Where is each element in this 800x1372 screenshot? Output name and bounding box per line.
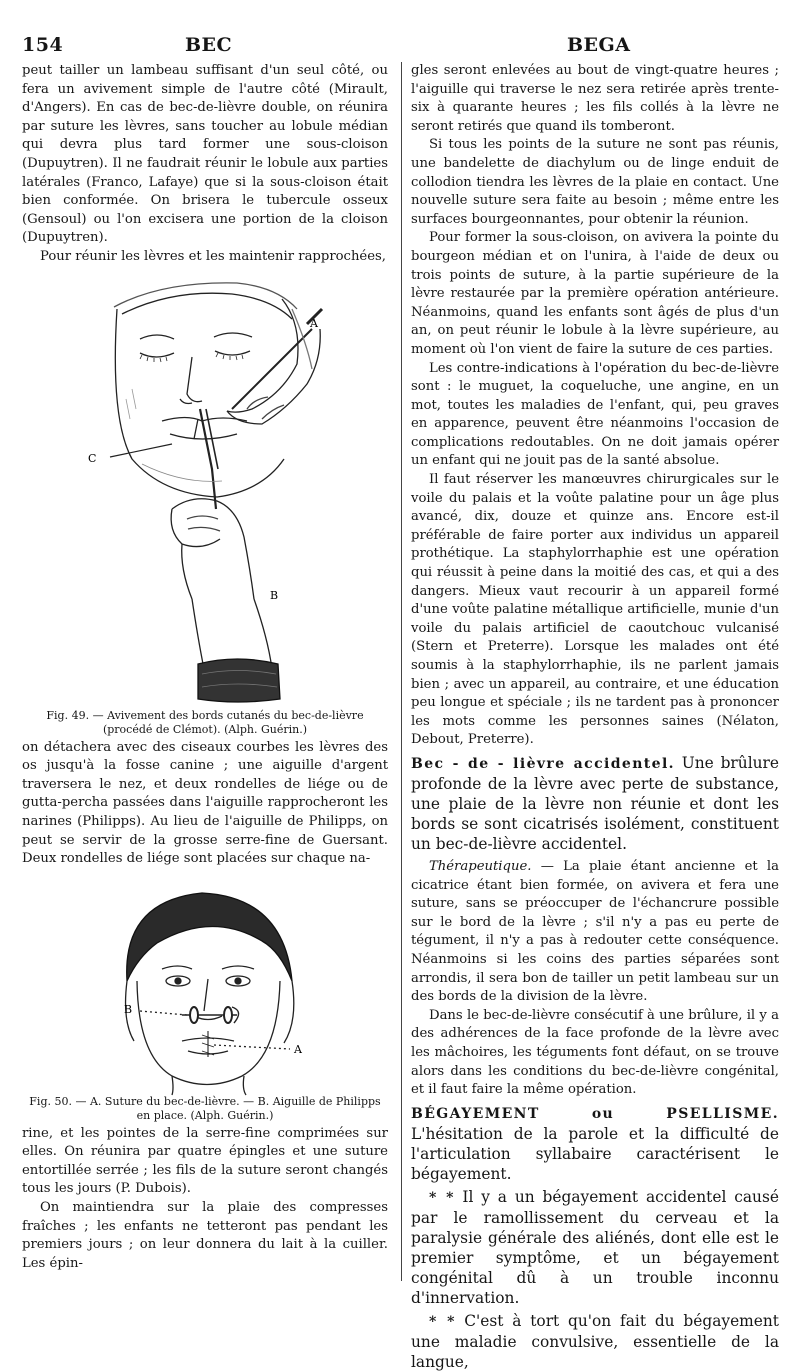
figure-50-engraving xyxy=(22,871,388,1095)
left-paragraph-5: On maintiendra sur la plaie des compresses fraîches ; les enfants ne tetteront pas pendant les premiers jours ; on leur donnera du lait à la cuiller. Les épin- xyxy=(22,1200,388,1271)
left-column xyxy=(22,62,388,1281)
entry-text: C'est à tort qu'on fait du bégayement une maladie convulsive, essentielle de la langue, xyxy=(411,1311,779,1371)
asterism: * * xyxy=(429,1189,455,1206)
entry-begayement-nature xyxy=(411,1311,779,1372)
figure-49 xyxy=(22,269,388,737)
left-paragraph-2: Pour réunir les lèvres et les maintenir rapprochées, xyxy=(40,248,387,264)
fig50-label-a: A xyxy=(294,1042,302,1056)
right-running-title: BEGA xyxy=(567,34,631,56)
left-paragraph-1: peut tailler un lambeau suffisant d'un seul côté, ou fera un avivement simple de l'autre côté (Mirault, d'Angers). En cas de bec-de-lièvre double, on réunira par suture les lèvres, sans toucher au lobule médian qui devra plus tard former une sous-cloison (Dupuytren). Il ne faudrait réunir le lobule aux parties latérales (Franco, Lafaye) que si la sous-cloison était bien conformée. On brisera le tubercule osseux (Gensoul) ou l'on excisera une portion de la cloison (Dupuytren). xyxy=(22,63,388,246)
right-paragraph-3: Pour former la sous-cloison, on avivera la pointe du bourgeon médian et on l'unira, à l'aide de deux ou trois points de suture, à la partie supérieure de la lèvre restaurée par la première opération antérieure. Néanmoins, quand les enfants sont âgés de plus d'un an, on peut réunir le lobule à la lèvre supérieure, au moment où l'on vient de faire la suture de ces parties. xyxy=(411,230,779,357)
left-paragraph-4: rine, et les pointes de la serre-fine comprimées sur elles. On réunira par quatre épingles et une suture entortillée serrée ; les fils de la suture seront changés tous les jours (P. Dubois). xyxy=(22,1125,388,1197)
figure-50-caption: Fig. 50. — A. Suture du bec-de-lièvre. — B. Aiguille de Philipps en place. (Alph. Guérin.) xyxy=(29,1094,381,1122)
entry-begayement-causes xyxy=(411,1187,779,1308)
right-paragraph-1: gles seront enlevées au bout de vingt-quatre heures ; l'aiguille qui traverse le nez sera retirée après trente-six à quarante heures ; les fils collés à la lèvre ne seront retirés que quand ils tomberont. xyxy=(411,63,779,134)
entry-bec-de-lievre-accidentel xyxy=(411,753,779,854)
entry-begayement xyxy=(411,1103,779,1184)
right-paragraph-7: Dans le bec-de-lièvre consécutif à une brûlure, il y a des adhérences de la face profonde de la lèvre avec les mâchoires, les téguments font défaut, on se trouve alors dans les conditions du bec-de-lièvre congénital, et il faut faire la même opération. xyxy=(411,1007,779,1098)
left-paragraph-3: on détachera avec des ciseaux courbes les lèvres des os jusqu'à la fosse canine ; une aiguille d'argent traversera le nez, et deux rondelles de liége ou de gutta-percha passées dans l'aiguille rapprocheront les narines (Philipps). Au lieu de l'aiguille de Philipps, on peut se servir de la grosse serre-fine de Guersant. Deux rondelles de liége sont placées sur chaque na- xyxy=(22,739,388,867)
fig49-label-b: B xyxy=(270,588,279,602)
fig50-label-b: B xyxy=(124,1002,133,1016)
fig49-label-a: A xyxy=(310,316,318,330)
asterism: * * xyxy=(429,1313,456,1330)
entry-text: L'hésitation de la parole et la difficulté de l'articulation syllabaire caractérisent le bégayement. xyxy=(411,1124,779,1183)
entry-headword: BÉGAYEMENT ou PSELLISME. xyxy=(411,1105,779,1122)
right-paragraph-5: Il faut réserver les manœuvres chirurgicales sur le voile du palais et la voûte palatine pour un âge plus avancé, dix, douze et quinze ans. Encore est-il préférable de faire porter aux individus un appareil prothétique. La staphylorrhaphie est une opération qui réussit à peine dans la moitié des cas, et qui a des dangers. Mieux vaut recourir à un appareil formé d'une voûte palatine métallique artificielle, munie d'un voile du palais artificiel de caoutchouc vulcanisé (Stern et Preterre). Lorsque les malades ont été soumis à la staphylorrhaphie, ils ne parlent jamais bien ; avec un appareil, au contraire, et une éducation peu longue et spéciale ; ils ne tardent pas à prononcer les mots comme les personnes saines (Nélaton, Debout, Preterre). xyxy=(411,472,779,748)
right-paragraph-therapeutique xyxy=(411,858,779,1007)
entry-headword: Bec - de - lièvre accidentel. xyxy=(411,755,675,772)
figure-49-engraving xyxy=(22,269,388,709)
section-label: Thérapeutique. xyxy=(429,858,532,874)
figure-50 xyxy=(22,871,388,1123)
right-paragraph-2: Si tous les points de la suture ne sont pas réunis, une bandelette de diachylum ou de linge enduit de collodion tiendra les lèvres de la plaie en contact. Une nouvelle suture sera faite au besoin ; même entre les surfaces bourgeonnantes, pour obtenir la réunion. xyxy=(411,137,779,227)
figure-49-caption: Fig. 49. — Avivement des bords cutanés du bec-de-lièvre (procédé de Clémot). (Alph. Guérin.) xyxy=(46,708,364,736)
left-running-title: BEC xyxy=(185,34,233,56)
page-number: 154 xyxy=(22,34,64,56)
right-paragraph-4: Les contre-indications à l'opération du bec-de-lièvre sont : le muguet, la coqueluche, une angine, en un mot, toutes les maladies de l'enfant, qui, peu graves en apparence, peuvent être néanmoins l'occasion de complications redoutables. On ne doit jamais opérer un enfant qui ne jouit pas de la santé absolue. xyxy=(411,360,779,469)
section-text: — La plaie étant ancienne et la cicatrice étant bien formée, on avivera et fera une suture, sans se préoccuper de l'échancrure possible sur le bord de la lèvre ; s'il n'y a pas eu perte de tégument, il n'y a pas à redouter cette conséquence. Néanmoins si les coins des parties séparées sont arrondis, il sera bon de tailler un petit lambeau sur un des bords de la division de la lèvre. xyxy=(411,858,779,1005)
right-column xyxy=(411,62,779,1371)
column-divider xyxy=(401,62,402,1281)
entry-text: Il y a un bégayement accidentel causé par le ramollissement du cerveau et la paralysie générale des aliénés, dont elle est le premier symptôme, et un bégayement congénital dû à un trouble inconnu d'innervation. xyxy=(411,1187,779,1307)
fig49-label-c: C xyxy=(88,451,97,465)
entry-text: Une brûlure profonde de la lèvre avec perte de substance, une plaie de la lèvre non réunie et dont les bords se sont cicatrisés isolément, constituent un bec-de-lièvre accidentel. xyxy=(411,753,779,853)
